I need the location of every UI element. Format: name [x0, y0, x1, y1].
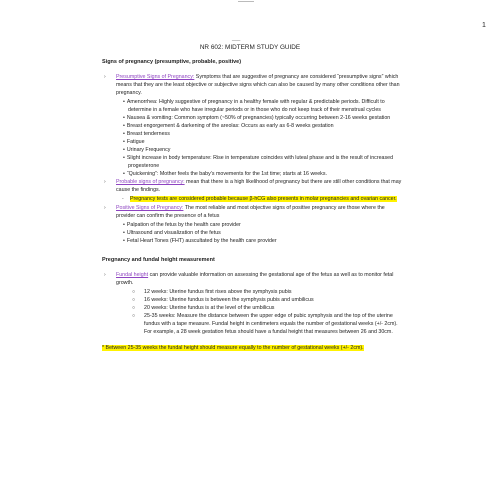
presumptive-text: Symptoms that are suggestive of pregnancy are considered “presumptive signs” which means that they are the least objective or subjective signs which can also be caused by many other conditions other than pregnancy. — [116, 74, 400, 96]
probable-subitem — [102, 195, 402, 203]
positive-list — [102, 221, 402, 245]
circle-bullet-icon: ○ — [132, 289, 136, 295]
list-item: • Palpation of the fetus by the health care provider — [123, 222, 241, 228]
probable-item — [102, 178, 402, 194]
highlighted-note: * Between 25-35 weeks the fundal height should measure equally to the number of gestational weeks (+/- 2cm). — [102, 345, 364, 351]
positive-label: Positive Signs of Pregnancy: — [116, 205, 184, 211]
list-item-text: Palpation of the fetus by the health care provider — [126, 222, 241, 228]
section-heading-fundal: Pregnancy and fundal height measurement — [102, 257, 215, 263]
document-body — [102, 58, 402, 352]
list-item-text: Nausea & vomiting: Common symptom (~50% of pregnancies) typically occurring between 2-16 weeks gestation — [126, 115, 391, 121]
page-number: 1 — [482, 22, 486, 29]
fundal-item — [102, 271, 402, 287]
highlighted-note: Pregnancy tests are considered probable because β-hCG also presents in molar pregnancies and ovarian cancer. — [130, 196, 397, 202]
list-item: • Amenorrhea: Highly suggestive of pregnancy in a healthy female with regular & predictable periods. Difficult to determine in a female who have irregular periods or in those who do not keep track of their menstrual cycles — [123, 99, 385, 113]
section-heading-signs: Signs of pregnancy (presumptive, probable, positive) — [102, 59, 242, 65]
arrow-bullet-icon: › — [104, 179, 106, 185]
probable-label: Probable signs of pregnancy: — [116, 179, 185, 185]
fundal-list-item — [102, 312, 402, 336]
presumptive-list — [102, 98, 402, 178]
list-item: • Slight increase in body temperature: Rise in temperature coincides with luteal phase and is the result of increased progesterone — [123, 155, 394, 169]
list-item-text: Ultrasound and visualization of the fetus — [126, 230, 221, 236]
circle-bullet-icon: ○ — [132, 297, 136, 303]
list-item-text: 25-35 weeks: Measure the distance between the upper edge of pubic symphysis and the top of the uterine fundus with a tape measure. Fundal height in centimeters equals the number of gestational weeks (+/- 2cm). For example, a 28 week gestation fetus should have a fundal height that measures between 26 and 30cm. — [144, 313, 398, 335]
list-item: • “Quickening”: Mother feels the baby’s movements for the 1st time; starts at 16 weeks. — [123, 171, 327, 177]
list-item-text: 20 weeks: Uterine fundus is at the level of the umbilicus — [144, 305, 275, 311]
probable-text: mean that there is a high likelihood of pregnancy but there are still other conditions that may cause the findings. — [116, 179, 402, 193]
arrow-bullet-icon: › — [104, 205, 106, 211]
presumptive-item — [102, 73, 402, 97]
list-item-text: “Quickening”: Mother feels the baby’s movements for the 1st time; starts at 16 weeks. — [126, 171, 327, 177]
list-item-text: Fetal Heart Tones (FHT) auscultated by the health care provider — [126, 238, 277, 244]
list-item-text: Breast engorgement & darkening of the areolas: Occurs as early as 6-8 weeks gestation — [126, 123, 334, 129]
header-mark: ___ — [232, 36, 241, 42]
document-title: NR 602: MIDTERM STUDY GUIDE — [199, 44, 301, 51]
list-item: • Breast tenderness — [123, 131, 170, 137]
top-divider — [238, 1, 254, 2]
arrow-bullet-icon: › — [104, 272, 106, 278]
list-item-text: Breast tenderness — [126, 131, 170, 137]
circle-bullet-icon: ○ — [132, 305, 136, 311]
list-item-text: Slight increase in body temperature: Rise in temperature coincides with luteal phase and is the result of increased progesterone — [126, 155, 394, 169]
fundal-text: can provide valuable information on assessing the gestational age of the fetus as well as to monitor fetal growth. — [116, 272, 394, 286]
list-item-text: 16 weeks: Uterine fundus is between the symphysis pubis and umbilicus — [144, 297, 314, 303]
list-item: • Fetal Heart Tones (FHT) auscultated by the health care provider — [123, 238, 277, 244]
list-item: • Nausea & vomiting: Common symptom (~50% of pregnancies) typically occurring between 2-16 weeks gestation — [123, 115, 391, 121]
fundal-note — [102, 344, 402, 352]
fundal-list-item — [102, 296, 402, 304]
list-item: • Fatigue — [123, 139, 145, 145]
positive-text: The most reliable and most objective signs of positive pregnancy are those where the provider can confirm the presence of a fetus — [116, 205, 385, 219]
list-item-text: Amenorrhea: Highly suggestive of pregnancy in a healthy female with regular & predictable periods. Difficult to determine in a female who have irregular periods or in those who do not keep track of their menstrual cycles — [126, 99, 385, 113]
list-item-text: 12 weeks: Uterine fundus first rises above the symphysis pubis — [144, 289, 292, 295]
fundal-list-item — [102, 288, 402, 296]
list-item: • Breast engorgement & darkening of the areolas: Occurs as early as 6-8 weeks gestation — [123, 123, 334, 129]
fundal-label: Fundal height — [116, 272, 149, 278]
list-item-text: Urinary Frequency — [126, 147, 171, 153]
arrow-bullet-icon: › — [104, 74, 106, 80]
list-item: • Urinary Frequency — [123, 147, 171, 153]
list-item: • Ultrasound and visualization of the fetus — [123, 230, 221, 236]
positive-item — [102, 204, 402, 220]
dash-bullet-icon: - — [122, 196, 124, 202]
list-item-text: Fatigue — [126, 139, 145, 145]
presumptive-label: Presumptive Signs of Pregnancy: — [116, 74, 195, 80]
circle-bullet-icon: ○ — [132, 313, 136, 319]
fundal-list-item — [102, 304, 402, 312]
